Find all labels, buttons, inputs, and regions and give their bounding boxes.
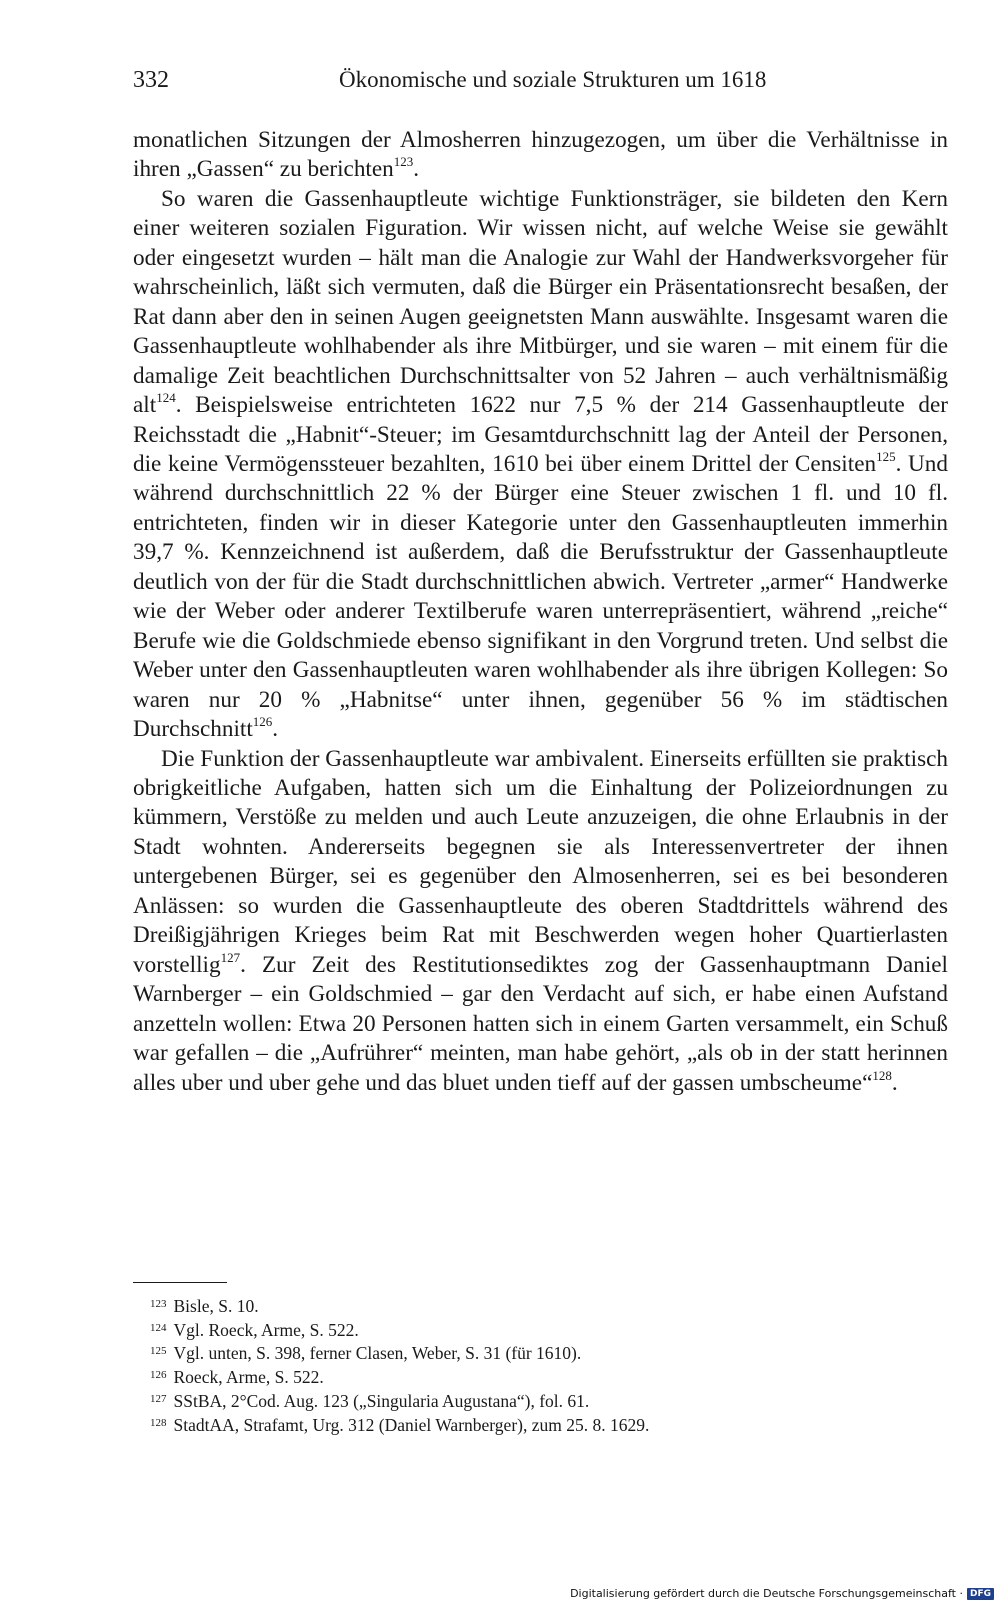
footnote-text: Vgl. Roeck, Arme, S. 522. [173, 1319, 359, 1340]
footnote [150, 1294, 940, 1318]
footnote-number: 124 [150, 1321, 167, 1334]
footnote-number: 125 [150, 1345, 167, 1358]
footnote-ref: 128 [872, 1067, 892, 1083]
text-run: . Beispielsweise entrichteten 1622 nur 7,5 % der 214 Gassenhauptleute der Reichsstadt die „Habnit“-Steuer; im Gesamtdurchschnitt lag der Anteil der Personen, die keine Vermögenssteuer bezahlten, 1610 bei über einem Drittel der Censiten [133, 392, 948, 477]
text-run: . [891, 1069, 898, 1096]
page-number: 332 [133, 67, 169, 93]
paragraph-3 [133, 745, 948, 1098]
footnote-divider [133, 1282, 227, 1283]
text-run: monatlichen Sitzungen der Almosherren hinzugezogen, um über die Verhältnisse in ihren „Gassen“ zu berichten [133, 127, 948, 183]
footnote-text: SStBA, 2°Cod. Aug. 123 („Singularia Augustana“), fol. 61. [173, 1390, 590, 1411]
footnote-text: Bisle, S. 10. [173, 1296, 259, 1316]
footnote [150, 1413, 940, 1437]
imprint-text: Digitalisierung gefördert durch die Deutsche Forschungsgemeinschaft · [570, 1587, 963, 1600]
footnote [150, 1365, 940, 1389]
footnote-number: 128 [150, 1416, 167, 1429]
footnote [150, 1318, 940, 1342]
text-run: . [272, 716, 279, 743]
digitization-imprint [570, 1587, 994, 1600]
running-title: Ökonomische und soziale Strukturen um 1618 [339, 67, 767, 92]
footnote-ref: 123 [393, 154, 414, 170]
footnote-ref: 126 [252, 714, 273, 730]
footnote-ref: 124 [156, 390, 176, 406]
dfg-logo: DFG [967, 1588, 994, 1600]
footnote-ref: 127 [220, 949, 241, 965]
paragraph-2 [133, 185, 948, 745]
text-run: . Und während durchschnittlich 22 % der Bürger eine Steuer zwischen 1 fl. und 10 fl. entrichteten, finden wir in dieser Kategorie unter den Gassenhauptleuten immerhin 39,7 %. Kennzeichnend ist außerdem, daß die Berufsstruktur der Gassenhauptleute deutlich von der für die Stadt durchschnittlichen abwich. Vertreter „armer“ Handwerke wie der Weber oder anderer Textilberufe waren unterrepräsentiert, während „reiche“ Berufe wie die Goldschmiede ebenso signifikant in den Vorgrund treten. Und selbst die Weber unter den Gassenhauptleuten waren wohlhabender als ihre übrigen Kollegen: So waren nur 20 % „Habnitse“ unter ihnen, gegenüber 56 % im städtischen Durchschnitt [133, 450, 948, 743]
text-run: . Zur Zeit des Restitutionsediktes zog der Gassenhauptmann Daniel Warnberger – ein Goldschmied – gar den Verdacht auf sich, er habe einen Aufstand anzetteln wollen: Etwa 20 Personen hatten sich in einem Garten versammelt, ein Schuß war gefallen – die „Aufrührer“ meinten, man habe gehört, „als ob in der statt herinnen alles uber und uber gehe und das bluet unden tieff auf der gassen umbscheume“ [133, 951, 948, 1096]
footnote [150, 1389, 940, 1413]
footnote-number: 126 [150, 1369, 167, 1382]
footnote [150, 1341, 940, 1365]
text-run: Die Funktion der Gassenhauptleute war ambivalent. Einerseits erfüllten sie praktisch obrigkeitliche Aufgaben, hatten sich um die Einhaltung der Polizeiordnungen zu kümmern, Verstöße zu melden und auch Leute anzuzeigen, die ohne Erlaubnis in der Stadt wohnten. Andererseits begegnen sie als Interessenvertreter der ihnen untergebenen Bürger, sei es gegenüber den Almosenherren, sei es bei besonderen Anlässen: so wurden die Gassenhauptleute des oberen Stadtdrittels während des Dreißigjährigen Krieges beim Rat mit Beschwerden wegen hoher Quartierlasten vorstellig [133, 745, 948, 978]
footnotes [150, 1294, 940, 1436]
footnote-number: 127 [150, 1392, 167, 1405]
body-text [133, 126, 948, 1098]
text-run: . [413, 156, 420, 183]
text-run: So waren die Gassenhauptleute wichtige Funktionsträger, sie bildeten den Kern einer weiteren sozialen Figuration. Wir wissen nicht, auf welche Weise sie gewählt oder eingesetzt wurden – hält man die Analogie zur Wahl der Handwerksvorgeher für wahrscheinlich, läßt sich vermuten, daß die Bürger ein Präsentationsrecht besaßen, der Rat dann aber den in seinen Augen geeignetsten Mann auswählte. Insgesamt waren die Gassenhauptleute wohlhabender als ihre Mitbürger, und sie waren – mit einem für die damalige Zeit beachtlichen Durchschnittsalter von 52 Jahren – auch verhältnismäßig alt [133, 185, 948, 419]
footnote-text: Roeck, Arme, S. 522. [173, 1367, 324, 1388]
footnote-text: StadtAA, Strafamt, Urg. 312 (Daniel Warnberger), zum 25. 8. 1629. [173, 1414, 650, 1435]
footnote-number: 123 [150, 1298, 167, 1310]
paragraph-1 [133, 126, 948, 185]
footnote-ref: 125 [876, 448, 896, 464]
footnote-text: Vgl. unten, S. 398, ferner Clasen, Weber, S. 31 (für 1610). [173, 1343, 582, 1364]
